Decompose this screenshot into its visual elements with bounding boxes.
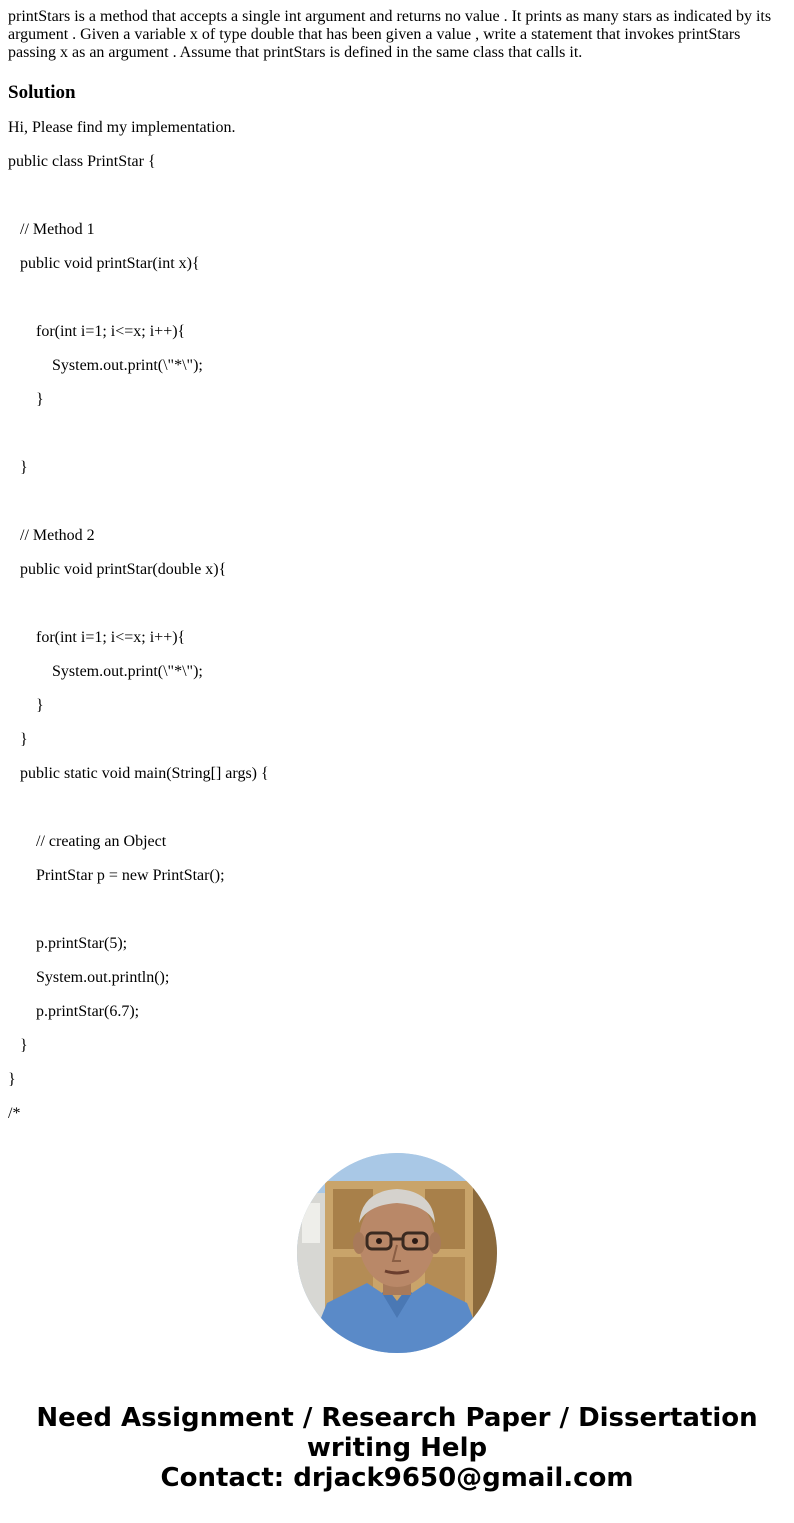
code-line: } <box>8 1071 16 1088</box>
solution-heading: Solution <box>8 82 76 103</box>
code-line: // creating an Object <box>8 833 167 850</box>
code-line: for(int i=1; i<=x; i++){ <box>8 629 186 646</box>
code-line <box>8 791 786 825</box>
contact-banner <box>0 1403 794 1493</box>
code-line: } <box>8 697 44 714</box>
code-line: // Method 2 <box>8 527 95 544</box>
solution-code <box>8 111 786 1131</box>
code-line: public void printStar(double x){ <box>8 561 227 578</box>
code-line: } <box>8 459 28 476</box>
code-line: public void printStar(int x){ <box>8 255 200 272</box>
code-line: System.out.print(\"*\"); <box>8 357 203 374</box>
code-line <box>8 417 786 451</box>
code-line <box>8 281 786 315</box>
document-page <box>8 8 786 1131</box>
code-line: // Method 1 <box>8 221 95 238</box>
code-line: public class PrintStar { <box>8 153 156 170</box>
banner-line-2: writing Help <box>306 1433 488 1463</box>
code-line: PrintStar p = new PrintStar(); <box>8 867 225 884</box>
code-line: p.printStar(5); <box>8 935 128 952</box>
contact-email: Contact: drjack9650@gmail.com <box>160 1463 634 1493</box>
code-line <box>8 179 786 213</box>
code-line: /* <box>8 1105 21 1122</box>
code-line: System.out.print(\"*\"); <box>8 663 203 680</box>
author-portrait-image <box>297 1153 497 1353</box>
code-line <box>8 893 786 927</box>
author-photo <box>297 1153 497 1353</box>
question-text: printStars is a method that accepts a single int argument and returns no value . It prints as many stars as indicated by its argument . Given a variable x of type double that has been given a value , write a statement that invokes printStars passing x as an argument . Assume that printStars is defined in the same class that calls it. <box>8 8 772 61</box>
code-line <box>8 587 786 621</box>
code-line <box>8 485 786 519</box>
banner-line-1: Need Assignment / Research Paper / Dissertation <box>36 1403 758 1433</box>
code-line: for(int i=1; i<=x; i++){ <box>8 323 186 340</box>
code-line: } <box>8 391 44 408</box>
code-line: Hi, Please find my implementation. <box>8 119 236 136</box>
code-line: public static void main(String[] args) { <box>8 765 269 782</box>
code-line: System.out.println(); <box>8 969 170 986</box>
code-line: p.printStar(6.7); <box>8 1003 140 1020</box>
code-line: } <box>8 1037 28 1054</box>
code-line: } <box>8 731 28 748</box>
